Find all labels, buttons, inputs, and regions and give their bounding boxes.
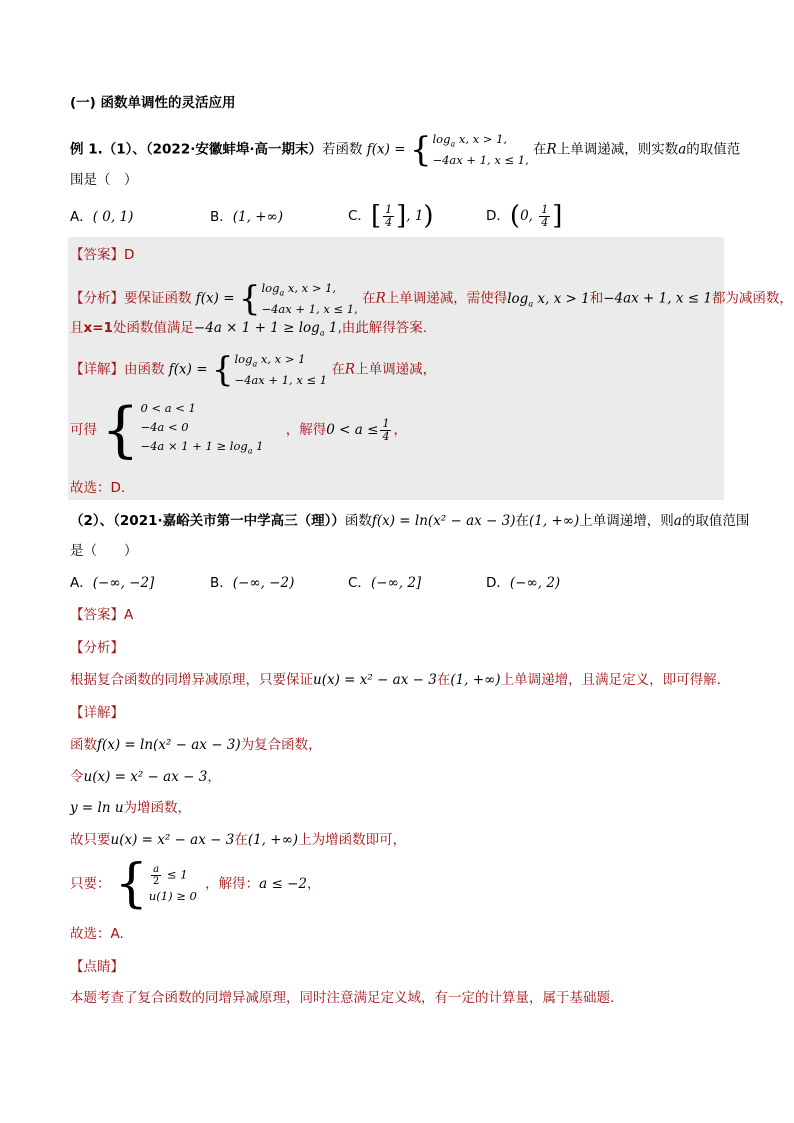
detail-tag: 【详解】	[70, 361, 124, 378]
ex2-choose-line	[70, 924, 124, 944]
ex1-stem-e: 围是（ ）	[70, 172, 138, 188]
analysis-a: 根据复合函数的同增异减原理，只要保证	[70, 672, 313, 688]
analysis-b: 在	[436, 672, 451, 688]
option-label: B．	[210, 575, 233, 591]
ex2-fx: f(x) = ln(x² − ax − 3)	[371, 513, 516, 529]
option-label: D．	[486, 208, 510, 224]
d2-c: ，	[207, 769, 221, 785]
ex1-R: R	[546, 141, 557, 158]
analysis-e: 和	[589, 290, 604, 307]
case1-rest: x, x > 1	[257, 352, 306, 366]
case1-log: log	[261, 281, 280, 295]
ex1-stem-c: 上单调递减，则实数	[556, 141, 679, 158]
ex2-part: （2）、	[70, 513, 114, 529]
d4-b: 在	[234, 832, 248, 848]
d5-c: a ≤ −2	[259, 876, 307, 892]
detail-g: ，	[393, 422, 407, 438]
option-label: C．	[348, 208, 371, 224]
option-value: (−∞, −2]	[92, 575, 155, 591]
case2: −4ax + 1, x ≤ 1	[234, 373, 328, 388]
frac-den: 4	[382, 429, 390, 443]
ex2-detail-1	[70, 735, 322, 755]
ex2-detail-5	[70, 856, 321, 912]
analysis-j: 处函数值满足	[112, 320, 194, 336]
case1-sub: a	[279, 288, 285, 298]
choose-label: 故选：	[70, 926, 111, 942]
ex1-source: （2022·安徽蚌埠·高一期末）	[145, 141, 322, 158]
answer-value: A	[124, 607, 134, 623]
analysis-log: log	[507, 290, 529, 307]
frac-num: a	[153, 863, 160, 875]
ex2-option-a[interactable]	[70, 573, 154, 593]
answer-tag: 【答案】	[70, 247, 124, 263]
detail-b: 在	[331, 361, 345, 378]
analysis-i: x=1	[83, 320, 113, 336]
ex2-analysis-tag: 【分析】	[70, 640, 124, 656]
choose-answer: D.	[110, 480, 126, 496]
ex2-answer-line	[70, 605, 133, 625]
analysis-h: 且	[70, 320, 84, 336]
brace-icon: {	[114, 854, 148, 914]
analysis-f: −4ax + 1, x ≤ 1	[603, 290, 712, 307]
detail-f: 0 < a ≤	[326, 422, 379, 438]
ex2-stem-e: 是（ ）	[70, 543, 138, 559]
analysis-k2: 1	[324, 320, 338, 336]
frac-num: 1	[382, 416, 390, 430]
analysis-g: 都为减函数，	[711, 290, 793, 307]
d1-b: 为复合函数，	[240, 737, 322, 753]
ex1-analysis-line2	[70, 318, 427, 344]
option-rest: , 1	[406, 208, 424, 224]
d3-b: 为增函数，	[123, 800, 192, 816]
section-title: (一) 函数单调性的灵活应用	[70, 95, 236, 111]
analysis-c: 上单调递增，且满足定义，即可得解.	[500, 672, 721, 688]
ex1-option-d[interactable]	[486, 200, 562, 232]
analysis-d2: x, x > 1	[533, 290, 590, 307]
ex1-label: 例 1.	[70, 141, 103, 158]
ex2-detail-4	[70, 830, 406, 850]
d1-a: 函数	[70, 737, 97, 753]
case1-sub: a	[252, 359, 258, 369]
ex2-comment-tag: 【点睛】	[70, 959, 124, 975]
analysis-fx: f(x) =	[195, 290, 235, 307]
option-value: (−∞, 2]	[370, 575, 422, 591]
ex2-stem-a: 函数	[344, 513, 372, 529]
d5-system: { $\frac{a}{2}$ ≤ 1 u(1) ≥ 0	[114, 854, 197, 914]
answer-value: D	[124, 247, 135, 263]
ex2-stem-line1	[70, 511, 749, 531]
option-label: A．	[70, 575, 93, 591]
ex2-option-d[interactable]	[486, 573, 560, 593]
detail-e: ，解得	[285, 422, 327, 438]
analysis-a: 要保证函数	[124, 290, 192, 307]
case1-rest: x, x > 1,	[284, 281, 337, 295]
option-label: A．	[70, 209, 93, 225]
ex2-option-c[interactable]	[348, 573, 421, 593]
ex2-source: （2021·嘉峪关市第一中学高三（理））	[113, 513, 345, 529]
detail-piecewise	[212, 351, 327, 388]
choose-answer: A.	[110, 926, 124, 942]
option-value: (−∞, 2)	[509, 575, 561, 591]
ex2-a: a	[673, 513, 682, 529]
analysis-interval: (1, +∞)	[450, 672, 501, 688]
ex2-analysis-body	[70, 670, 721, 690]
analysis-k: −4a × 1 + 1 ≥ log	[193, 320, 320, 336]
ex2-interval: (1, +∞)	[529, 513, 580, 529]
option-pre: 0,	[520, 208, 538, 224]
ex1-part: （1）、	[102, 141, 146, 158]
ex1-detail-line1	[70, 351, 436, 388]
analysis-l: ,由此解得答案.	[337, 320, 428, 336]
left-bracket: [	[370, 201, 382, 231]
detail-fx: f(x) =	[168, 361, 208, 378]
ex2-stem-b: 在	[515, 513, 530, 529]
detail-a: 由函数	[124, 361, 165, 378]
ex1-stem-b: 在	[533, 141, 547, 158]
brace-icon: {	[101, 394, 140, 465]
d2-b: u(x) = x² − ax − 3	[83, 769, 208, 785]
ex1-analysis-line1	[70, 280, 793, 317]
d5-a: 只要：	[70, 876, 111, 892]
frac-num: 1	[385, 202, 393, 216]
analysis-piecewise	[239, 280, 358, 317]
d4-a: 故只要	[70, 832, 111, 848]
d5-d: ，	[307, 876, 321, 892]
ex1-fx: f(x) =	[366, 141, 406, 158]
option-value: (1, +∞)	[232, 209, 284, 225]
ex2-stem-c: 上单调递增，则	[579, 513, 674, 529]
ex1-answer-line	[70, 245, 134, 265]
ex2-detail-3	[70, 798, 191, 818]
sys2: −4a < 0	[140, 420, 189, 435]
ex2-option-b[interactable]	[210, 573, 294, 593]
case1-rest: x, x > 1,	[455, 132, 508, 146]
d5-s2: u(1) ≥ 0	[148, 888, 197, 903]
case1-log: log	[234, 352, 253, 366]
ex1-choose-line	[70, 478, 125, 498]
ex1-option-b[interactable]	[210, 207, 283, 227]
ex2-detail-tag: 【详解】	[70, 705, 124, 721]
log-sub: a	[319, 328, 325, 338]
ex2-detail-2	[70, 767, 221, 787]
analysis-b: 在	[362, 290, 376, 307]
detail-d: 可得	[70, 422, 97, 438]
brace-icon: {	[409, 129, 432, 170]
log-sub: a	[528, 299, 534, 309]
option-label: D．	[486, 575, 510, 591]
right-bracket: )	[423, 201, 434, 231]
ex1-option-a[interactable]	[70, 207, 133, 227]
d2-a: 令	[70, 769, 84, 785]
option-value: (−∞, −2)	[232, 575, 295, 591]
case1-log: log	[432, 132, 451, 146]
d3-a: y = ln u	[70, 800, 124, 816]
ex1-piecewise	[410, 131, 529, 168]
ex1-a: a	[678, 141, 687, 158]
sys1: 0 < a < 1	[140, 401, 196, 416]
frac-den: 4	[385, 215, 393, 229]
analysis-u: u(x) = x² − ax − 3	[313, 672, 437, 688]
analysis-R: R	[375, 290, 386, 307]
choose-label: 故选：	[70, 480, 111, 496]
case1-sub: a	[450, 139, 456, 149]
d5-b: ，解得：	[205, 876, 260, 892]
ex1-stem-a: 若函数	[321, 141, 363, 158]
brace-icon: {	[211, 349, 234, 390]
d4-interval: (1, +∞)	[247, 832, 299, 848]
right-bracket: ]	[552, 201, 563, 231]
ex2-stem-d: 的取值范围	[681, 513, 750, 529]
sys3b: 1	[252, 439, 264, 454]
ex2-comment-body: 本题考查了复合函数的同增异减原理，同时注意满足定义域，有一定的计算量，属于基础题.	[70, 990, 615, 1006]
frac-num: 1	[541, 202, 549, 216]
ex1-option-c[interactable]: C．[ $\frac{1}{4}$ ], 1)	[348, 201, 434, 231]
ex1-detail-system	[70, 394, 407, 465]
system-piecewise	[101, 394, 264, 465]
sys3: −4a × 1 + 1 ≥ log	[140, 439, 248, 454]
d1-fx: f(x) = ln(x² − ax − 3)	[97, 737, 241, 753]
left-bracket: (	[509, 201, 521, 231]
d4-c: 上为增函数即可，	[298, 832, 407, 848]
detail-R: R	[344, 361, 356, 378]
ex1-stem-d: 的取值范	[686, 141, 741, 158]
option-label: B．	[210, 209, 233, 225]
answer-tag: 【答案】	[70, 607, 124, 623]
case2: −4ax + 1, x ≤ 1,	[432, 153, 529, 168]
analysis-c: 上单调递减，需使得	[385, 290, 508, 307]
ex1-stem-line1	[70, 131, 740, 168]
option-label: C．	[348, 575, 371, 591]
log-sub: a	[247, 446, 253, 456]
frac-den: 4	[541, 215, 549, 229]
option-value: ( 0, 1)	[92, 209, 134, 225]
analysis-tag: 【分析】	[70, 290, 124, 307]
d4-u: u(x) = x² − ax − 3	[110, 832, 235, 848]
case2: −4ax + 1, x ≤ 1,	[261, 302, 358, 317]
detail-c: 上单调递减，	[355, 361, 437, 378]
brace-icon: {	[238, 278, 261, 319]
